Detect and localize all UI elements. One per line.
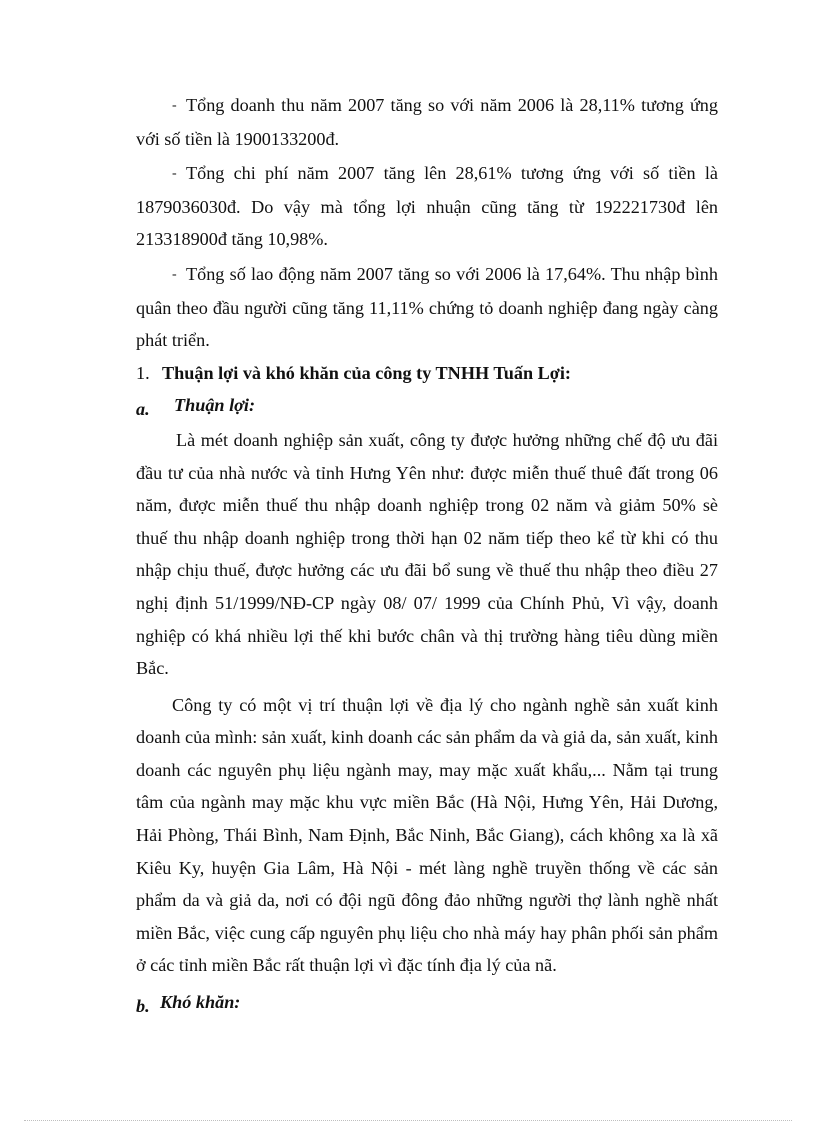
page-bottom-border bbox=[24, 1120, 792, 1121]
subheading-thuan-loi bbox=[136, 389, 718, 422]
bullet-text: Tổng chi phí năm 2007 tăng lên 28,61% tương ứng với số tiền là 1879036030đ. Do vậy mà tổng lợi nhuận cũng tăng từ 192221730đ lên 213318900đ tăng 10,98%. bbox=[136, 163, 718, 250]
bullet-paragraph bbox=[136, 89, 718, 155]
document-body bbox=[136, 89, 718, 1019]
bullet-paragraph bbox=[136, 157, 718, 256]
subheading-kho-khan bbox=[136, 986, 718, 1019]
subheading-letter: b. bbox=[136, 996, 150, 1017]
section-title: Thuận lợi và khó khăn của công ty TNHH Tuấn Lợi: bbox=[162, 362, 571, 383]
bullet-mark: - bbox=[172, 166, 177, 182]
body-paragraph bbox=[136, 689, 718, 982]
bullet-text: Tổng doanh thu năm 2007 tăng so với năm 2006 là 28,11% tương ứng với số tiền là 1900133200đ. bbox=[136, 95, 718, 149]
subheading-title: Khó khăn: bbox=[160, 992, 241, 1013]
bullet-text: Tổng số lao động năm 2007 tăng so với 2006 là 17,64%. Thu nhập bình quân theo đầu người cũng tăng 11,11% chứng tỏ doanh nghiệp đang ngày càng phát triển. bbox=[136, 263, 718, 351]
bullet-paragraph bbox=[136, 258, 718, 357]
subheading-title: Thuận lợi: bbox=[174, 395, 256, 416]
bullet-mark: - bbox=[172, 98, 177, 113]
bullet-mark: - bbox=[172, 266, 177, 282]
subheading-letter: a. bbox=[136, 399, 150, 420]
section-number: 1. bbox=[136, 362, 150, 383]
paragraph-text: Công ty có một vị trí thuận lợi về địa lý cho ngành nghề sản xuất kinh doanh của mình: sản xuất, kinh doanh các sản phẩm da và giả da, sản xuất, kinh doanh các nguyên phụ liệu ngành may, may mặc xuất khẩu,... Nằm tại trung tâm của ngành may mặc khu vực miền Bắc (Hà Nội, Hưng Yên, Hải Dương, Hải Phòng, Thái Bình, Nam Định, Bắc Ninh, Bắc Giang), cách không xa là xã Kiêu Ky, huyện Gia Lâm, Hà Nội - mét làng nghề truyền thống về các sản phẩm da và giả da, nơi có đội ngũ đông đảo những người thợ lành nghề nhất miền Bắc, việc cung cấp nguyên phụ liệu cho nhà máy hay phân phối sản phẩm ở các tỉnh miền Bắc rất thuận lợi vì đặc tính địa lý của nã. bbox=[136, 694, 718, 976]
body-paragraph bbox=[136, 424, 718, 685]
paragraph-text: Là mét doanh nghiệp sản xuất, công ty được hưởng những chế độ ưu đãi đầu tư của nhà nước và tỉnh Hưng Yên như: được miễn thuế thuê đất trong 06 năm, được miễn thuế thu nhập doanh nghiệp trong 02 năm và giảm 50% sè thuế thu nhập doanh nghiệp trong thời hạn 02 năm tiếp theo kể từ khi có thu nhập chịu thuế, được hưởng các ưu đãi bổ sung về thuế thu nhập theo điều 27 nghị định 51/1999/NĐ-CP ngày 08/ 07/ 1999 của Chính Phủ, Vì vậy, doanh nghiệp có khá nhiều lợi thế khi bước chân và thị trường hàng tiêu dùng miền Bắc. bbox=[136, 429, 718, 679]
section-heading bbox=[136, 357, 718, 390]
